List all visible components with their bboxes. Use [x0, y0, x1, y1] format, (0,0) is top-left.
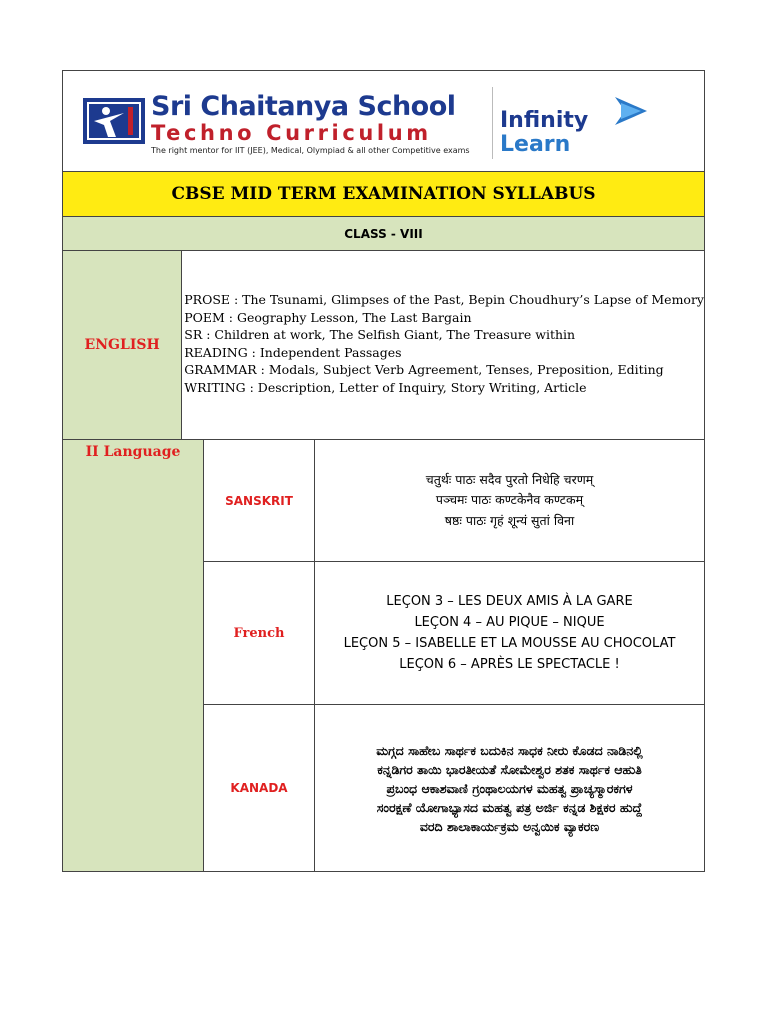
second-language-label: II Language [63, 440, 204, 871]
header-divider [492, 87, 493, 159]
school-header [63, 71, 704, 172]
french-line: LEÇON 5 – ISABELLE ET LA MOUSSE AU CHOCOLAT [343, 636, 676, 651]
kannada-row [204, 705, 704, 871]
kannada-syllabus [315, 705, 704, 871]
english-line-poem: POEM : Geography Lesson, The Last Bargain [184, 309, 472, 325]
syllabus-document [62, 70, 705, 872]
kannada-line: ಮಗ್ಗದ ಸಾಹೇಬ ಸಾರ್ಥಕ ಬದುಕಿನ ಸಾಧಕ ನೀರು ಕೊಡದ ನಾಡಿನಲ್ಲಿ [376, 742, 643, 758]
kannada-line: ಸಂರಕ್ಷಣೆ ಯೋಗಾಭ್ಯಾಸದ ಮಹತ್ವ ಪತ್ರ ಅರ್ಜಿ ಕನ್ನಡ ಶಿಕ್ಷಕರ ಹುದ್ದೆ [376, 799, 643, 815]
brand-subtitle: Techno Curriculum [151, 121, 432, 145]
sanskrit-row [204, 440, 704, 562]
english-line-grammar: GRAMMAR : Modals, Subject Verb Agreement, Tenses, Preposition, Editing [184, 362, 664, 378]
page-title: CBSE MID TERM EXAMINATION SYLLABUS [63, 172, 704, 217]
subject-english: ENGLISH [63, 251, 182, 439]
french-line: LEÇON 4 – AU PIQUE – NIQUE [414, 615, 605, 630]
subject-kannada: KANADA [204, 705, 315, 871]
english-row [63, 251, 704, 440]
english-line-writing: WRITING : Description, Letter of Inquiry, Story Writing, Article [184, 379, 587, 395]
partner-arrow-icon [611, 91, 651, 135]
brand-name: Sri Chaitanya School [151, 91, 456, 122]
brand-tagline: The right mentor for IIT (JEE), Medical, Olympiad & all other Competitive exams [151, 146, 470, 155]
partner-line-2: Learn [500, 132, 571, 157]
sanskrit-syllabus [315, 440, 704, 561]
english-syllabus [182, 251, 704, 439]
english-line-reading: READING : Independent Passages [184, 344, 402, 360]
french-line: LEÇON 3 – LES DEUX AMIS À LA GARE [386, 594, 633, 609]
kannada-line: ಪ್ರಬಂಧ ಆಕಾಶವಾಣಿ ಗ್ರಂಥಾಲಯಗಳ ಮಹತ್ವ ಪ್ರಾಚ್ಯಸ್ಮಾರಕಗಳ [386, 780, 633, 796]
school-logo-icon [83, 98, 145, 144]
subject-sanskrit: SANSKRIT [204, 440, 315, 561]
english-line-prose: PROSE : The Tsunami, Glimpses of the Past, Bepin Choudhury’s Lapse of Memory [184, 292, 704, 307]
sanskrit-line: चतुर्थः पाठः सदैव पुरतो निधेहि चरणम् [425, 471, 594, 487]
second-language-block [63, 440, 704, 872]
french-line: LEÇON 6 – APRÈS LE SPECTACLE ! [399, 657, 620, 672]
subject-french: French [204, 562, 315, 704]
class-label: CLASS - VIII [63, 217, 704, 251]
second-language-rows [204, 440, 704, 871]
english-line-sr: SR : Children at work, The Selfish Giant, The Treasure within [184, 327, 576, 343]
french-row [204, 562, 704, 705]
kannada-line: ವರದಿ ಶಾಲಾಕಾರ್ಯಕ್ರಮ ಅನ್ವಯಿಕ ವ್ಯಾಕರಣ [419, 818, 600, 834]
partner-line-1: Infinity [500, 108, 589, 133]
french-syllabus [315, 562, 704, 704]
kannada-line: ಕನ್ನಡಿಗರ ತಾಯಿ ಭಾರತೀಯತೆ ಸೋಮೇಶ್ವರ ಶತಕ ಸಾರ್ಥಕ ಆಹುತಿ [377, 761, 642, 777]
brand-block [151, 93, 470, 157]
partner-logo [500, 109, 588, 157]
sanskrit-line: षष्ठः पाठः गृहं शून्यं सुतां विना [444, 512, 575, 528]
sanskrit-line: पञ्चमः पाठः कण्टकेनैव कण्टकम् [435, 492, 584, 508]
